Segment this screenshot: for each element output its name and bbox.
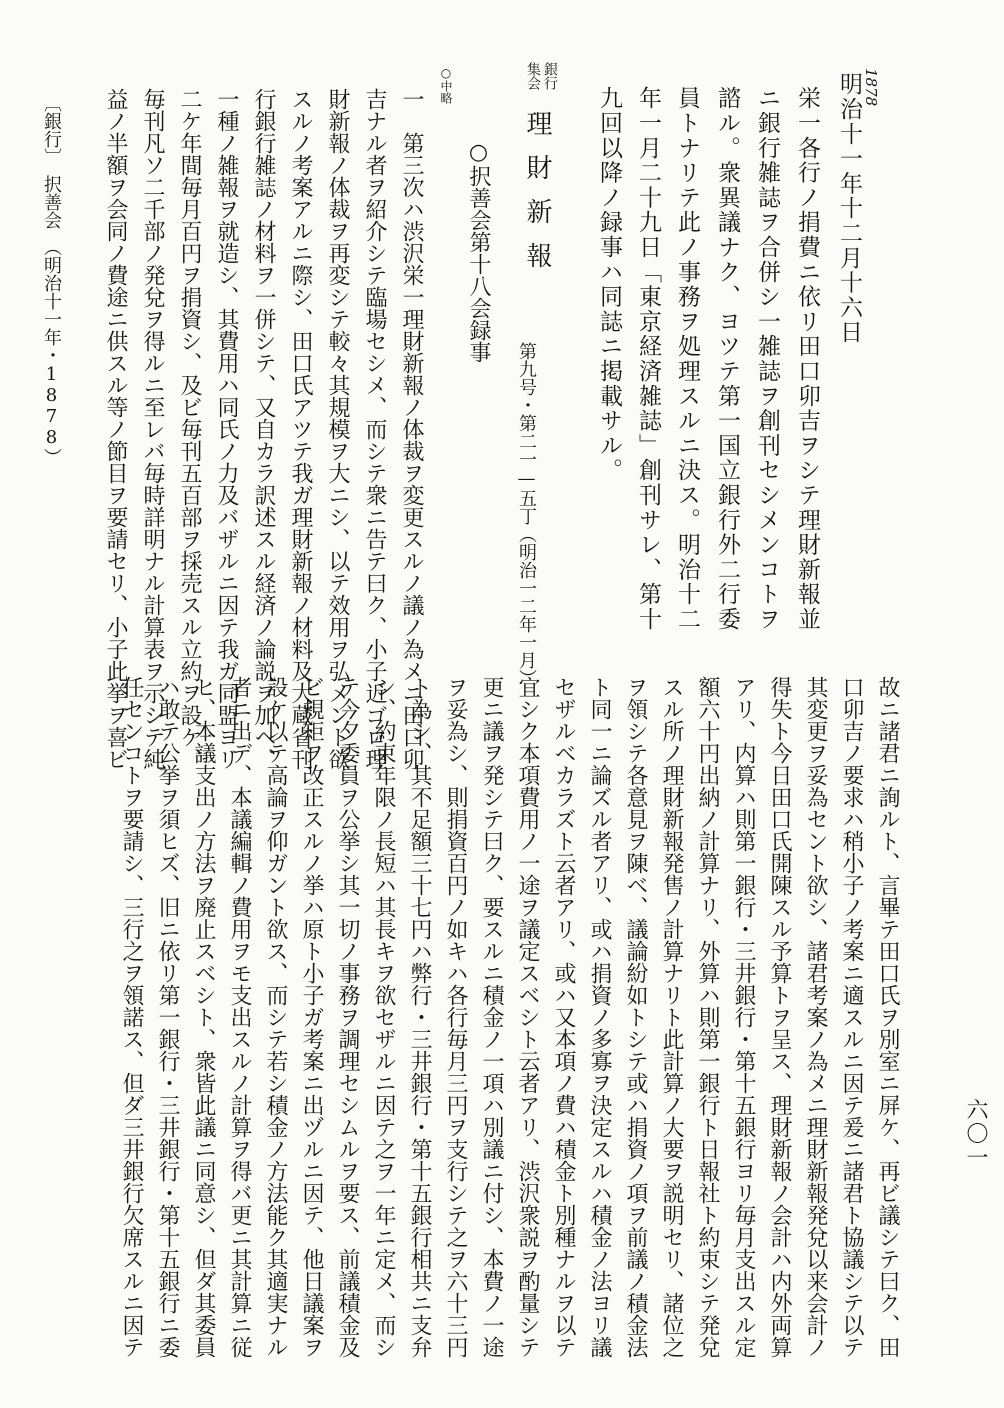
running-footer: 〔銀行〕 択善会 （明治十一年・1878） — [41, 94, 62, 466]
body-line: 任センコトヲ要請シ、三行之ヲ領諾ス、但ダ三井銀行欠席スルニ因テ — [119, 676, 144, 1358]
body-line: ト為シ、其不足額三十七円ハ弊行・三井銀行・第十五銀行相共ニ支弁 — [407, 676, 432, 1358]
body-line: ヲ領シテ各意見ヲ陳ベ、議論紛如トシテ或ハ捐資ノ項ヲ前議ノ積金法 — [623, 676, 648, 1358]
body-line: 毎刊凡ソ二千部ノ発兌ヲ得ルニ至レバ毎時詳明ナル計算表ヲ示シテ純 — [140, 88, 165, 770]
body-line: テ今夕委員ヲ公挙シ其一切ノ事務ヲ調理セシムルヲ要ス、前議積金及 — [335, 676, 360, 1358]
body-line: 其変更ヲ妥為セント欲シ、諸君考案ノ為メニ理財新報発兌以来会計ノ — [803, 676, 828, 1358]
year-label: 1878 — [862, 68, 880, 107]
body-line: スル所ノ理財新報発售ノ計算ナリト此計算ノ大要ヲ説明セリ、諸位之 — [659, 676, 684, 1358]
source-label: 集会 — [525, 62, 541, 90]
body-line: 財新報ノ体裁ヲ再変シテ較々其規模ヲ大ニシ、以テ效用ヲ弘メント欲 — [325, 88, 350, 770]
page-number: 六〇一 — [963, 1098, 988, 1170]
summary-line: ニ銀行雑誌ヲ合併シ一雑誌ヲ創刊セシメンコトヲ — [754, 86, 780, 632]
body-line: シ、約束年限ノ長短ハ其長キヲ欲セザルニ因テ之ヲ一年ニ定メ、而シ — [371, 676, 396, 1358]
summary-line: 年一月二十九日「東京経済雑誌」創刊サレ、第十 — [635, 86, 661, 632]
body-line: 吉ナル者ヲ紹介シテ臨場セシメ、而シテ衆ニ告テ曰ク、小子近ゴロ理 — [362, 88, 387, 770]
body-line: 更ニ議ヲ発シテ曰ク、要スルニ積金ノ一項ハ別議ニ付シ、本費ノ一途 — [479, 676, 504, 1358]
body-line: ハ敢テ公挙ヲ須ヒズ、旧ニ依リ第一銀行・三井銀行・第十五銀行ニ委 — [155, 676, 180, 1358]
summary-line: 員トナリテ此ノ事務ヲ処理スルニ決ス。明治十二 — [674, 86, 700, 632]
body-line: ト同一ニ論ズル者アリ、或ハ捐資ノ多寡ヲ決定スルハ積金ノ法ヨリ議 — [587, 676, 612, 1358]
body-line: 二ケ年間毎月百円ヲ捐資シ、及ビ毎刊五百部ヲ採売スル立約ヲ設ケ、 — [177, 88, 202, 770]
body-line: 者ニ出デ、本議編輯ノ費用ヲモ支出スルノ計算ヲ得バ更ニ其計算ニ従 — [227, 676, 252, 1358]
body-line: アリ、内算ハ則第一銀行・三井銀行・第十五銀行ヨリ毎月支出スル定 — [731, 676, 756, 1358]
body-line: 行銀行雑誌ノ材料ヲ一併シテ、又自カラ訳述スル経済ノ論説ヲ加ヘ、 — [251, 88, 276, 770]
article-title: ○択善会第十八会録事 — [466, 140, 491, 363]
source-label: 銀行 — [542, 62, 558, 90]
body-line: 設ケ以テ高論ヲ仰ガント欲ス、而シテ若シ積金ノ方法能ク其適実ナル — [263, 676, 288, 1358]
body-line: スルノ考案アルニ際シ、田口氏アツテ我ガ理財新報ノ材料及大蔵省刊 — [288, 88, 313, 770]
summary-line: 九回以降ノ録事ハ同誌ニ掲載サル。 — [596, 86, 622, 483]
source-reference: 第九号・第二一—五丁（明治一二年一月） — [516, 342, 537, 687]
body-line: 宜シク本項費用ノ一途ヲ議定スベシト云者アリ、渋沢衆説ヲ酌量シテ — [515, 676, 540, 1358]
body-line: 故ニ諸君ニ詢ルト、言畢テ田口氏ヲ別室ニ屏ケ、再ビ議シテ曰ク、田 — [875, 676, 900, 1358]
body-line: ビ規矩ヲ改正スルノ挙ハ原ト小子ガ考案ニ出ヅルニ因テ、他日議案ヲ — [299, 676, 324, 1358]
summary-line: 栄一各行ノ捐費ニ依リ田口卯吉ヲシテ理財新報並 — [794, 86, 820, 632]
summary-line: 諮ル。衆異議ナク、ヨツテ第一国立銀行外二行委 — [714, 86, 740, 632]
body-line: ヒ、本議支出ノ方法ヲ廃止スベシト、衆皆此議ニ同意シ、但ダ其委員 — [191, 676, 216, 1358]
source-title: 理財新報 — [522, 110, 552, 286]
omission-mark: ○中略 — [439, 66, 453, 104]
body-line: 口卯吉ノ要求ハ稍小子ノ考案ニ適スルニ因テ爰ニ諸君ト協議シテ以テ — [839, 676, 864, 1358]
body-line: 一 第三次ハ渋沢栄一理財新報ノ体裁ヲ変更スルノ議ノ為メニ田口卯 — [399, 88, 424, 770]
body-line: 額六十円出納ノ計算ナリ、外算ハ則第一銀行ト日報社ト約束シテ発兌 — [695, 676, 720, 1358]
date-heading: 明治十一年十二月十六日 — [836, 72, 862, 345]
body-line: セザルベカラズト云者アリ、或ハ又本項ノ費ハ積金ト別種ナルヲ以テ — [551, 676, 576, 1358]
body-line: ヲ妥為シ、則捐資百円ノ如キハ各行毎月三円ヲ支行シテ之ヲ六十三円 — [443, 676, 468, 1358]
body-line: 得失ト今日田口氏開陳スル予算トヲ呈ス、理財新報ノ会計ハ内外両算 — [767, 676, 792, 1358]
body-line: 益ノ半額ヲ会同ノ費途ニ供スル等ノ節目ヲ要請セリ、小子此挙ヲ喜ビ — [103, 88, 128, 770]
body-line: 一種ノ雑報ヲ就造シ、其費用ハ同氏ノ力及バザルニ因テ我ガ同盟ヨリ — [214, 88, 239, 770]
